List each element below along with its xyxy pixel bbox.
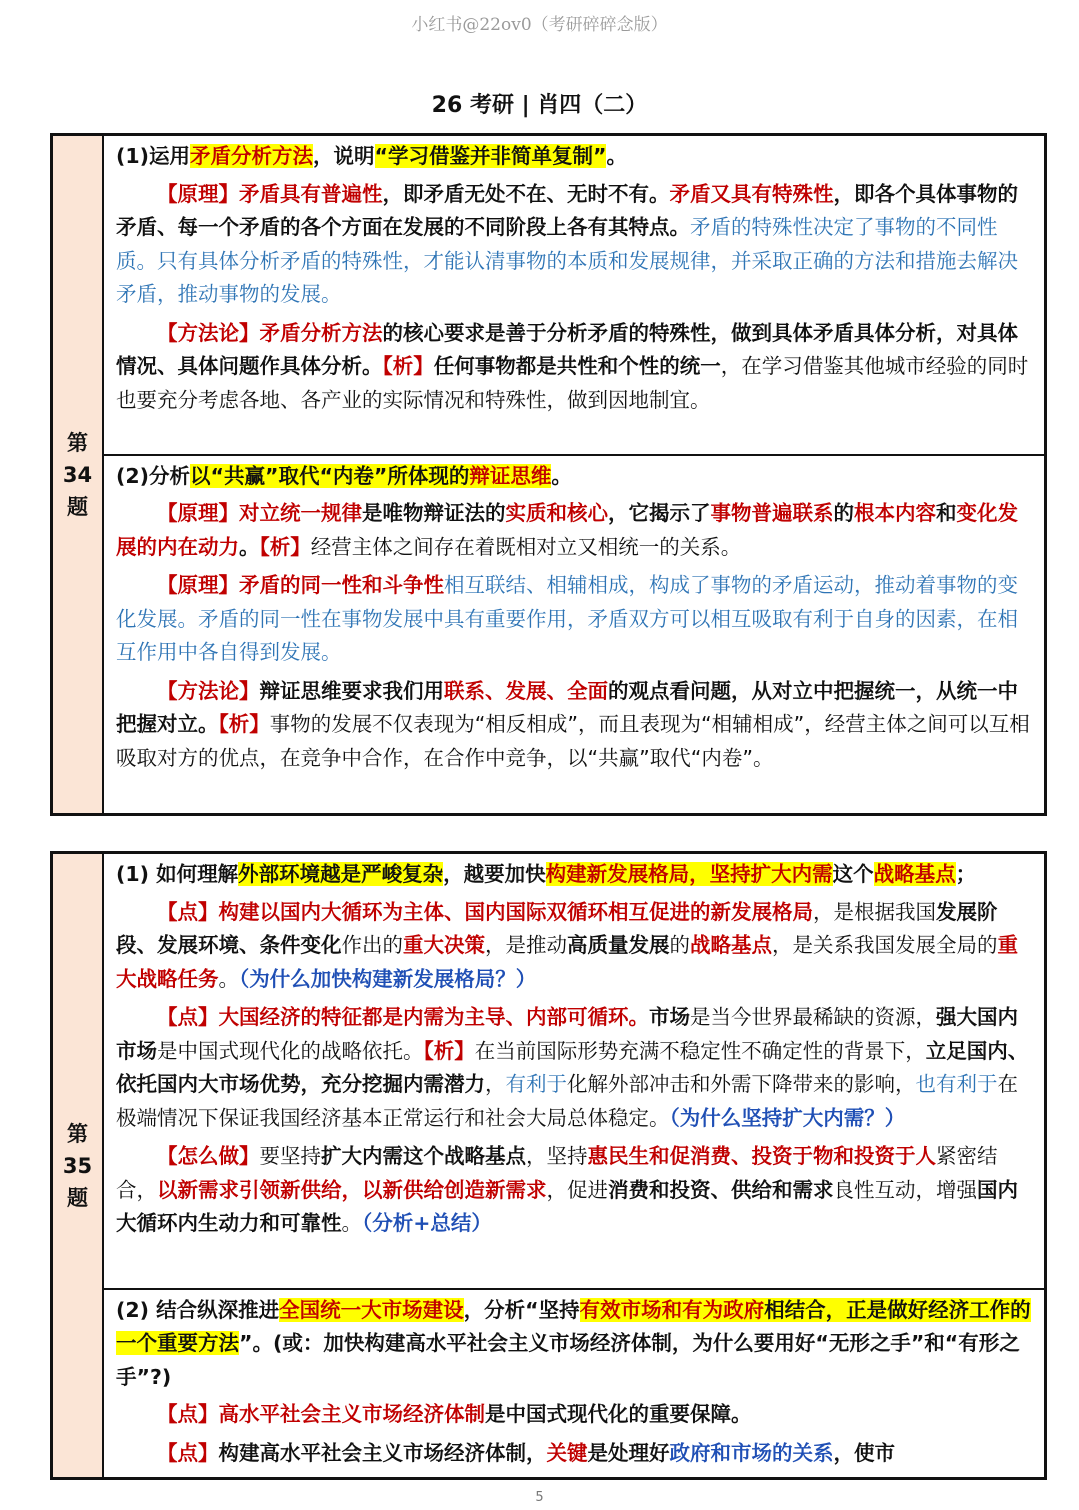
- text-segment: 构建高水平社会主义市场经济体制，: [218, 1440, 547, 1465]
- text-segment: 有效市场和有为政府: [579, 1297, 765, 1322]
- text-segment: 要坚持: [259, 1144, 321, 1168]
- answer-paragraph: [116, 569, 1035, 670]
- question-35-part-1: [103, 853, 1046, 1289]
- text-segment: 高质量发展: [567, 933, 670, 957]
- text-segment: (1) 如何理解: [116, 862, 239, 886]
- text-segment: 全国统一大市场建设: [279, 1297, 464, 1322]
- text-segment: 事物的发展不仅表现为“相反相成”，而且表现为“相辅相成”，经营主体之间可以互相吸取对方的优点，在竞争中合作，在合作中竞争，以“共赢”取代“内卷”。: [116, 712, 1030, 770]
- question-label-number: 34: [62, 462, 93, 487]
- text-segment: 的核心要求是善于分析矛盾的特殊性，做到具体矛盾具体分析，对具体情况、具体问题作具体分析。: [116, 320, 1018, 378]
- question-34-part-1: [103, 135, 1046, 455]
- text-segment: 。: [606, 144, 627, 168]
- text-segment: ，它揭示了: [608, 501, 711, 525]
- page-title: 26 考研 | 肖四（二）: [431, 93, 648, 118]
- text-segment: (2)分析: [116, 463, 191, 488]
- text-segment: 惠民生和促消费、投资于物和投资于人: [587, 1144, 936, 1168]
- section-tag: 【点】: [157, 1005, 219, 1029]
- section-tag: 【析】: [423, 1038, 475, 1063]
- question-prompt: [116, 460, 1035, 494]
- text-segment: 市场: [649, 1005, 690, 1029]
- question-34-table: [50, 133, 1047, 816]
- text-segment: 国内大循环内生动力和可靠性: [116, 1177, 1018, 1235]
- text-segment: 和: [936, 501, 957, 525]
- text-segment: 矛盾又具有特殊性: [669, 181, 834, 206]
- text-segment: 。: [551, 463, 572, 488]
- text-segment: 大国经济的特征都是内需为主导、内部可循环。: [218, 1005, 649, 1029]
- text-segment: 是唯物辩证法的: [362, 501, 506, 525]
- text-segment: ，分析“坚持: [463, 1297, 580, 1322]
- text-segment: 是处理好: [587, 1440, 670, 1465]
- text-segment: 相结合，正是做好经济工作的一个重要方法: [116, 1297, 1031, 1355]
- text-segment: 强大国内市场: [116, 1005, 1018, 1063]
- answer-paragraph: [116, 1140, 1035, 1241]
- text-segment: ，是关系我国发展全局的: [772, 933, 998, 957]
- text-segment: 以“共赢”取代“内卷”所体现的: [190, 463, 470, 488]
- text-segment: ；: [955, 862, 977, 886]
- answer-paragraph: [116, 1398, 1035, 1432]
- text-segment: 。: [218, 966, 239, 991]
- text-segment: 辩证思维要求我们用: [259, 678, 444, 703]
- text-segment: 矛盾分析方法: [259, 320, 383, 345]
- answer-paragraph: [116, 1001, 1035, 1135]
- text-segment: 的: [833, 501, 854, 525]
- text-segment: 战略基点: [873, 862, 956, 886]
- text-segment: 关键: [546, 1440, 588, 1465]
- text-segment: (1)运用: [116, 144, 191, 168]
- text-segment: 消费和投资、供给和需求: [608, 1177, 834, 1202]
- text-segment: 对立统一规律: [239, 501, 362, 525]
- text-segment: 重大决策: [403, 933, 485, 957]
- text-segment: ，越要加快: [443, 862, 546, 886]
- text-segment: 。: [239, 534, 260, 559]
- text-segment: ，即各个具体事物的矛盾、每一个矛盾的各个方面在发展的不同阶段上各有其特点。: [116, 181, 1018, 239]
- text-segment: ，说明: [313, 144, 375, 168]
- text-segment: 任何事物都是共性和个性的统一: [433, 354, 721, 378]
- text-segment: 相互联结、相辅相成，构成了事物的矛盾运动，推动着事物的变化发展。矛盾的同一性在事物发展中具有重要作用，矛盾双方可以相互吸取有利于自身的因素，在相互作用中各自得到发展。: [116, 573, 1018, 664]
- text-segment: 的: [669, 933, 690, 957]
- question-34-part-2: [103, 455, 1046, 815]
- question-prompt: [116, 858, 1035, 892]
- text-segment: 是中国式现代化的战略依托。: [157, 1038, 424, 1063]
- section-tag: 【原理】: [157, 181, 239, 206]
- text-segment: ，是推动: [485, 933, 567, 957]
- text-segment: 根本内容: [854, 501, 936, 525]
- text-segment: 也有利于: [915, 1072, 998, 1096]
- text-segment: 化解外部冲击和外需下降带来的影响，: [567, 1072, 916, 1096]
- answer-paragraph: [116, 317, 1035, 418]
- answer-paragraph: [116, 1437, 1035, 1471]
- text-segment: ，: [485, 1072, 506, 1096]
- text-segment: 发展阶段、发展环境、条件变化: [116, 899, 998, 957]
- text-segment: 战略基点: [690, 933, 772, 957]
- question-label-prefix: 第: [67, 1121, 88, 1146]
- text-segment: 实质和核心: [505, 501, 608, 525]
- question-34-label: [52, 135, 104, 815]
- text-segment: 立足国内、依托国内大市场优势，充分挖掘内需潜力: [116, 1038, 1029, 1096]
- question-prompt: [116, 140, 1035, 174]
- text-segment: 变化发展的内在动力: [116, 501, 1018, 559]
- section-tag: 【方法论】: [157, 678, 260, 703]
- question-label-suffix: 题: [67, 494, 88, 519]
- text-segment: ，在学习借鉴其他城市经验的同时也要充分考虑各地、各产业的实际情况和特殊性，做到因地制宜。: [116, 354, 1029, 412]
- text-segment: 政府和市场的关系: [669, 1440, 834, 1465]
- text-segment: 高水平社会主义市场经济体制: [218, 1402, 485, 1426]
- text-segment: 矛盾具有普遍性: [239, 181, 383, 206]
- text-segment: 事物普遍联系: [710, 501, 834, 525]
- text-segment: 构建以国内大循环为主体、国内国际双循环相互促进的新发展格局: [218, 899, 813, 924]
- text-segment: 良性互动，增强: [833, 1177, 977, 1202]
- text-segment: 经营主体之间存在着既相对立又相统一的关系。: [310, 534, 742, 559]
- answer-paragraph: [116, 497, 1035, 564]
- text-segment: 有利于: [505, 1072, 567, 1096]
- section-tag: 【析】: [259, 534, 311, 559]
- text-segment: 是当今世界最稀缺的资源，: [690, 1005, 936, 1029]
- text-segment: 在当前国际形势充满不稳定性不确定性的背景下，: [474, 1038, 926, 1063]
- section-tag: 【点】: [157, 1440, 219, 1465]
- answer-paragraph: [116, 675, 1035, 776]
- text-segment: （为什么坚持扩大内需？）: [669, 1105, 906, 1130]
- text-segment: 矛盾的特殊性决定了事物的不同性质。只有具体分析矛盾的特殊性，才能认清事物的本质和发展规律，并采取正确的方法和措施去解决矛盾，推动事物的发展。: [116, 215, 1018, 306]
- text-segment: ，使市: [833, 1440, 895, 1465]
- text-segment: 紧密结合，: [116, 1144, 998, 1202]
- section-tag: 【点】: [157, 899, 219, 924]
- text-segment: （分析+总结）: [362, 1211, 492, 1235]
- text-segment: 以新需求引领新供给，以新供给创造新需求: [157, 1177, 547, 1202]
- text-segment: 辩证思维: [469, 463, 552, 488]
- question-label-prefix: 第: [67, 430, 88, 455]
- page-number: 5: [535, 1490, 544, 1505]
- question-35-table: [50, 851, 1047, 1480]
- text-segment: 的观点看问题，从对立中把握统一，从统一中把握对立。: [116, 678, 1018, 736]
- text-segment: ，坚持: [526, 1144, 588, 1168]
- text-segment: 重大战略任务: [116, 933, 1018, 991]
- section-tag: 【析】: [218, 712, 270, 736]
- question-35-part-2: [103, 1289, 1046, 1479]
- answer-paragraph: [116, 178, 1035, 312]
- watermark-text: 小红书@22ov0（考研碎碎念版）: [411, 15, 668, 35]
- question-label-number: 35: [62, 1153, 93, 1178]
- question-35-label: [52, 853, 104, 1479]
- section-tag: 【原理】: [157, 573, 239, 597]
- section-tag: 【析】: [382, 354, 434, 378]
- text-segment: 这个: [832, 862, 874, 886]
- text-segment: ，促进: [546, 1177, 608, 1202]
- answer-paragraph: [116, 896, 1035, 997]
- text-segment: “学习借鉴并非简单复制”: [374, 144, 607, 168]
- text-segment: 矛盾分析方法: [190, 144, 314, 168]
- section-tag: 【方法论】: [157, 320, 260, 345]
- text-segment: 矛盾的同一性和斗争性: [239, 573, 444, 597]
- text-segment: 联系、发展、全面: [444, 678, 608, 703]
- text-segment: 构建新发展格局，坚持扩大内需: [545, 862, 833, 886]
- text-segment: ，即矛盾无处不在、无时不有。: [382, 181, 670, 206]
- text-segment: 是中国式现代化的重要保障。: [485, 1402, 752, 1426]
- text-segment: 在极端情况下保证我国经济基本正常运行和社会大局总体稳定。: [116, 1072, 1018, 1130]
- text-segment: ，是根据我国: [813, 899, 936, 924]
- question-label-suffix: 题: [67, 1185, 88, 1210]
- text-segment: 。: [341, 1211, 362, 1235]
- text-segment: ”。(或：加快构建高水平社会主义市场经济体制，为什么要用好“无形之手”和“有形之手”?): [116, 1331, 1020, 1389]
- text-segment: 外部环境越是严峻复杂: [238, 862, 444, 886]
- question-prompt: [116, 1294, 1035, 1395]
- section-tag: 【原理】: [157, 501, 239, 525]
- section-tag: 【点】: [157, 1402, 219, 1426]
- text-segment: 扩大内需这个战略基点: [321, 1144, 526, 1168]
- text-segment: （为什么加快构建新发展格局？）: [239, 966, 537, 991]
- section-tag: 【怎么做】: [157, 1144, 260, 1168]
- text-segment: (2) 结合纵深推进: [116, 1297, 280, 1322]
- text-segment: 作出的: [341, 933, 403, 957]
